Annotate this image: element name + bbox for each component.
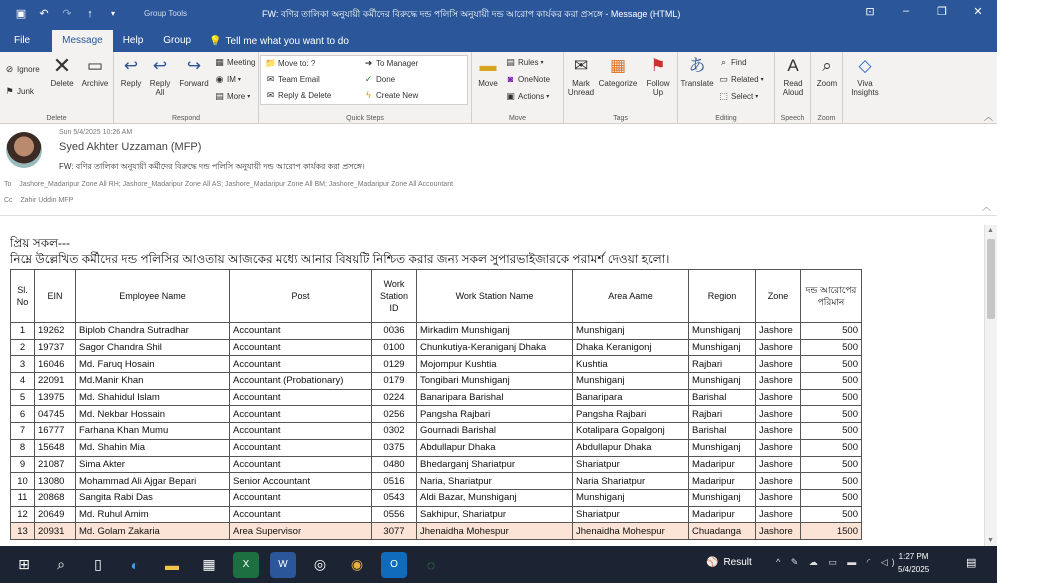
forward-button[interactable]: ↪ Forward — [179, 55, 209, 88]
table-cell: Banaripara — [573, 389, 689, 406]
table-cell: Munshiganj — [573, 323, 689, 340]
more-respond-icon: ▤ — [215, 91, 224, 101]
tell-me-box[interactable] — [209, 30, 349, 52]
table-cell: Munshiganj — [689, 489, 756, 506]
table-cell: Munshiganj — [689, 339, 756, 356]
ignore-icon: ⊘ — [5, 64, 14, 74]
table-cell: Jashore — [756, 456, 801, 473]
table-cell: Sangita Rabi Das — [76, 489, 230, 506]
table-cell: Gournadi Barishal — [417, 423, 573, 440]
quick-step-create-new[interactable]: ϟ Create New — [363, 90, 418, 100]
table-cell: 13975 — [35, 389, 76, 406]
reply-delete-icon: ✉ — [266, 90, 275, 100]
table-cell: Abdullapur Dhaka — [573, 439, 689, 456]
speech-group: A Read Aloud Speech — [775, 52, 811, 124]
table-cell: Chunkutiya-Keraniganj Dhaka — [417, 339, 573, 356]
read-aloud-icon: A — [787, 55, 799, 75]
onenote-button[interactable]: ◙ OneNote — [505, 74, 550, 84]
table-cell: Madaripur — [689, 506, 756, 523]
taskbar — [0, 546, 997, 583]
system-tray[interactable]: ^ ✎ ☁ ▭ ▬ ◜ ◁) — [776, 557, 899, 567]
table-cell: 500 — [801, 489, 862, 506]
up-arrow-icon[interactable]: ↑ — [87, 7, 93, 20]
table-cell: Accountant — [230, 456, 372, 473]
file-explorer-icon[interactable]: ▬ — [165, 556, 179, 573]
junk-button[interactable]: ⚑ Junk — [5, 86, 34, 96]
table-cell: 04745 — [35, 406, 76, 423]
table-cell: Md. Shahin Mia — [76, 439, 230, 456]
col-area-name: Area Aame — [573, 270, 689, 323]
table-cell: 500 — [801, 439, 862, 456]
table-row — [11, 523, 862, 540]
table-cell: 16046 — [35, 356, 76, 373]
table-cell: 13080 — [35, 473, 76, 490]
table-cell: Jashore — [756, 389, 801, 406]
table-cell: Accountant — [230, 489, 372, 506]
table-cell: 0302 — [372, 423, 417, 440]
archive-icon: ▭ — [86, 55, 104, 75]
close-icon[interactable]: ✕ — [973, 6, 983, 18]
quick-access-toolbar — [0, 7, 120, 20]
table-cell: 0179 — [372, 373, 417, 390]
scroll-up-icon[interactable]: ▲ — [987, 227, 994, 234]
scroll-down-icon[interactable]: ▼ — [987, 537, 994, 544]
table-cell: Md.Manir Khan — [76, 373, 230, 390]
sender-name[interactable]: Syed Akhter Uzzaman (MFP) — [59, 141, 202, 153]
col-post: Post — [230, 270, 372, 323]
quick-step-reply-delete[interactable]: ✉ Reply & Delete — [266, 90, 332, 100]
table-cell: 500 — [801, 456, 862, 473]
save-icon[interactable]: ▣ — [15, 8, 27, 20]
table-cell: 20931 — [35, 523, 76, 540]
table-cell: Munshiganj — [573, 373, 689, 390]
table-cell: Mohammad Ali Ajgar Bepari — [76, 473, 230, 490]
table-cell: Area Supervisor — [230, 523, 372, 540]
table-header-row — [11, 270, 862, 323]
table-row — [11, 323, 862, 340]
search-icon[interactable]: ⌕ — [57, 556, 65, 572]
folder-icon: ▬ — [479, 55, 497, 75]
quick-steps-group: 📁 Move to: ? ✉ Team Email ✉ Reply & Delete ➜ To Manager ✓ Done ϟ Create New Quick Steps — [259, 52, 472, 124]
intro-text: নিম্নে উল্লেখিত কর্মীদের দন্ড পলিসির আওতায় আজকের মধ্যে আনার বিষয়টি নিশ্চিত করার জন্য সকল সুপারভাইজারকে পরামর্শ দেওয়া হলো। — [10, 252, 670, 266]
table-cell: 0100 — [372, 339, 417, 356]
table-cell: Jashore — [756, 373, 801, 390]
translate-icon: あ — [688, 55, 706, 75]
tags-group: ✉ Mark Unread ▦ Categorize ⚑ Follow Up Tags — [564, 52, 678, 124]
table-cell: 20649 — [35, 506, 76, 523]
viva-icon: ◇ — [858, 55, 872, 75]
app-circle-icon[interactable]: ◎ — [313, 556, 327, 572]
lightning-icon: ϟ — [366, 90, 371, 100]
table-cell: Md. Faruq Hosain — [76, 356, 230, 373]
table-cell: Accountant — [230, 439, 372, 456]
table-cell: Mirkadim Munshiganj — [417, 323, 573, 340]
table-cell: 20868 — [35, 489, 76, 506]
table-cell: 3 — [11, 356, 35, 373]
table-cell: 500 — [801, 423, 862, 440]
table-cell: Dhaka Keranigonj — [573, 339, 689, 356]
reply-icon: ↩ — [123, 55, 139, 75]
table-cell: Md. Nekbar Hossain — [76, 406, 230, 423]
table-cell: Banaripara Barishal — [417, 389, 573, 406]
table-cell: 21087 — [35, 456, 76, 473]
table-cell: Munshiganj — [689, 439, 756, 456]
quick-step-team-email[interactable]: ✉ Team Email — [266, 74, 320, 84]
table-cell: 500 — [801, 323, 862, 340]
table-cell: Biplob Chandra Sutradhar — [76, 323, 230, 340]
table-row — [11, 439, 862, 456]
table-cell: Barishal — [689, 389, 756, 406]
table-cell: 2 — [11, 339, 35, 356]
table-cell: 5 — [11, 389, 35, 406]
table-cell: 0256 — [372, 406, 417, 423]
categorize-icon: ▦ — [609, 55, 627, 75]
greeting: প্রিয় সকল--- — [10, 236, 71, 250]
flag-icon: ⚑ — [650, 55, 666, 75]
reply-all-icon: ↩ — [152, 55, 168, 75]
table-cell: Jashore — [756, 439, 801, 456]
quick-step-to-manager[interactable]: ➜ To Manager — [364, 58, 419, 68]
table-cell: 0543 — [372, 489, 417, 506]
restore-icon[interactable]: ❐ — [937, 6, 947, 18]
excel-icon[interactable]: X — [233, 552, 259, 578]
ribbon — [0, 52, 997, 124]
chrome-icon[interactable]: ◉ — [350, 556, 364, 572]
table-row — [11, 423, 862, 440]
window-title: FW: বণির তালিকা অনুযায়ী কর্মীদের বিরুদ্ধে দন্ড পলিসি অনুযায়ী দন্ড আরোপ কার্যকর করা প্রসঙ্গে - Message (HTML) — [262, 9, 681, 19]
table-cell: Sagor Chandra Shil — [76, 339, 230, 356]
table-cell: Mojompur Kushtia — [417, 356, 573, 373]
minimize-icon[interactable]: – — [902, 5, 910, 17]
table-cell: 13 — [11, 523, 35, 540]
table-cell: Accountant — [230, 339, 372, 356]
table-row — [11, 473, 862, 490]
rules-button[interactable]: ▤ Rules ▾ — [506, 57, 544, 67]
table-cell: Jashore — [756, 506, 801, 523]
cc-line: Cc Zahir Uddin MFP — [4, 197, 74, 204]
task-view-icon[interactable]: ▯ — [94, 556, 102, 572]
table-cell: Accountant — [230, 323, 372, 340]
table-cell: Shariatpur — [573, 506, 689, 523]
tab-message[interactable]: Message — [52, 30, 113, 52]
table-cell: Sima Akter — [76, 456, 230, 473]
table-cell: 7 — [11, 423, 35, 440]
zoom-button[interactable]: ⌕ Zoom — [816, 55, 838, 88]
table-cell: Shariatpur — [573, 456, 689, 473]
outlook-icon[interactable]: O — [381, 552, 407, 578]
table-cell: Aldi Bazar, Munshiganj — [417, 489, 573, 506]
find-button[interactable]: ⌕ Find — [718, 57, 747, 68]
table-cell: 0129 — [372, 356, 417, 373]
col-penalty-amount: দন্ড আরোপের পরিমান — [801, 270, 862, 323]
blank-margin — [997, 0, 1037, 546]
table-cell: Jashore — [756, 406, 801, 423]
table-cell: Chuadanga — [689, 523, 756, 540]
editing-group: あ Translate ⌕ Find ▭ Related ▾ ⬚ Select ▾ Editing — [678, 52, 775, 124]
table-cell: Jashore — [756, 489, 801, 506]
table-cell: Madaripur — [689, 473, 756, 490]
table-cell: Kotalipara Gopalgonj — [573, 423, 689, 440]
window-controls — [863, 5, 985, 18]
table-row — [11, 406, 862, 423]
table-cell: Jhenaidha Mohespur — [573, 523, 689, 540]
table-cell: Farhana Khan Mumu — [76, 423, 230, 440]
table-cell: Md. Golam Zakaria — [76, 523, 230, 540]
table-cell: 0556 — [372, 506, 417, 523]
employee-table — [10, 269, 862, 540]
table-cell: Accountant (Probationary) — [230, 373, 372, 390]
table-cell: Md. Shahidul Islam — [76, 389, 230, 406]
move-button[interactable]: ▬ Move — [478, 55, 498, 88]
to-recipients[interactable]: Jashore_Madaripur Zone All RH; Jashore_Madaripur Zone All AS; Jashore_Madaripur Zone All BM; Jashore_Madaripur Zone All Accountant — [19, 181, 454, 188]
magnifier-icon: ⌕ — [822, 55, 832, 75]
table-cell: Bhedarganj Shariatpur — [417, 456, 573, 473]
ignore-button[interactable]: ⊘ Ignore — [5, 64, 40, 74]
lightbulb-icon: 💡 — [209, 35, 222, 47]
word-icon[interactable]: W — [270, 552, 296, 578]
table-cell: Tongibari Munshiganj — [417, 373, 573, 390]
title-bar — [0, 0, 997, 27]
table-cell: Jhenaidha Mohespur — [417, 523, 573, 540]
undo-icon[interactable]: ↶ — [39, 8, 49, 20]
col-ein: EIN — [35, 270, 76, 323]
mark-unread-button[interactable]: ✉ Mark Unread — [567, 55, 595, 97]
cc-recipients[interactable]: Zahir Uddin MFP — [20, 197, 74, 204]
table-cell: Munshiganj — [689, 373, 756, 390]
select-icon: ⬚ — [719, 91, 728, 101]
col-work-station-name: Work Station Name — [417, 270, 573, 323]
table-cell: 500 — [801, 473, 862, 490]
read-aloud-button[interactable]: A Read Aloud — [782, 55, 804, 97]
table-cell: Jashore — [756, 473, 801, 490]
table-cell: Jashore — [756, 356, 801, 373]
table-cell: Rajbari — [689, 406, 756, 423]
col-zone: Zone — [756, 270, 801, 323]
im-icon: ◉ — [215, 74, 224, 84]
onenote-icon: ◙ — [507, 74, 514, 84]
table-cell: Md. Ruhul Amim — [76, 506, 230, 523]
table-row — [11, 339, 862, 356]
table-cell: Naria, Shariatpur — [417, 473, 573, 490]
whatsapp-icon[interactable]: ◌ — [426, 556, 436, 573]
tell-me-text: Tell me what you want to do — [225, 35, 349, 47]
table-cell: 3077 — [372, 523, 417, 540]
to-line: To Jashore_Madaripur Zone All RH; Jashore_Madaripur Zone All AS; Jashore_Madaripur Zone All BM; Jashore_Madaripur Zone All Accountant — [4, 181, 454, 188]
table-cell: 15648 — [35, 439, 76, 456]
table-cell: Accountant — [230, 423, 372, 440]
clock-time: 1:27 PM — [898, 552, 929, 561]
sender-avatar — [6, 132, 42, 168]
table-cell: Senior Accountant — [230, 473, 372, 490]
im-button[interactable]: ◉ IM ▾ — [215, 74, 241, 84]
table-cell: Pangsha Rajbari — [573, 406, 689, 423]
sent-date: Sun 5/4/2025 10:26 AM — [59, 129, 133, 136]
rules-icon: ▤ — [506, 57, 515, 67]
table-row — [11, 356, 862, 373]
ribbon-tabs — [0, 27, 997, 52]
table-cell: Accountant — [230, 389, 372, 406]
table-cell: Barishal — [689, 423, 756, 440]
archive-button[interactable]: ▭ Archive — [81, 55, 109, 88]
table-cell: Sakhipur, Shariatpur — [417, 506, 573, 523]
table-cell: 19262 — [35, 323, 76, 340]
body-scrollbar[interactable] — [984, 225, 997, 546]
table-cell: Abdullapur Dhaka — [417, 439, 573, 456]
clock[interactable] — [898, 550, 929, 576]
table-cell: 0036 — [372, 323, 417, 340]
select-button[interactable]: ⬚ Select ▾ — [719, 91, 759, 101]
move-group: ▬ Move ▤ Rules ▾ ◙ OneNote ▣ Actions ▾ Move — [472, 52, 564, 124]
forward-icon: ↪ — [186, 55, 202, 75]
envelope-icon: ✉ — [573, 55, 589, 75]
table-cell: Pangsha Rajbari — [417, 406, 573, 423]
windows-start-icon[interactable]: ⊞ — [18, 556, 30, 572]
table-cell: Munshiganj — [573, 489, 689, 506]
expand-header-icon[interactable]: ︿ — [981, 202, 991, 212]
table-cell: Accountant — [230, 506, 372, 523]
table-cell: 9 — [11, 456, 35, 473]
table-cell: Jashore — [756, 339, 801, 356]
table-row — [11, 506, 862, 523]
ribbon-display-icon[interactable]: ⊡ — [865, 6, 875, 18]
col-work-station-id: Work Station ID — [372, 270, 417, 323]
redo-icon[interactable]: ↷ — [62, 8, 72, 20]
table-cell: 12 — [11, 506, 35, 523]
reply-button[interactable]: ↩ Reply — [120, 55, 142, 88]
delete-group: ⊘ Ignore ⚑ Junk ✕ Delete ▭ Archive Delete — [0, 52, 114, 124]
table-cell: 6 — [11, 406, 35, 423]
table-cell: Munshiganj — [689, 323, 756, 340]
table-cell: Accountant — [230, 406, 372, 423]
table-body — [11, 323, 862, 540]
delete-x-icon: ✕ — [52, 52, 72, 78]
table-cell: 4 — [11, 373, 35, 390]
table-cell: 500 — [801, 506, 862, 523]
actions-icon: ▣ — [506, 91, 515, 101]
edge-icon[interactable]: ◐ — [130, 556, 140, 573]
table-cell: 1500 — [801, 523, 862, 540]
col-sl: Sl. No — [11, 270, 35, 323]
table-cell: Jashore — [756, 523, 801, 540]
check-icon: ✓ — [364, 74, 373, 84]
table-cell: 16777 — [35, 423, 76, 440]
related-icon: ▭ — [719, 74, 728, 84]
table-row — [11, 456, 862, 473]
quick-step-done[interactable]: ✓ Done — [364, 74, 396, 84]
table-cell: 22091 — [35, 373, 76, 390]
more-icon[interactable]: ▾ — [110, 9, 115, 18]
notification-icon[interactable]: ▤ — [966, 557, 977, 569]
result-widget[interactable]: ⚾ Result — [706, 557, 752, 568]
table-cell: 500 — [801, 389, 862, 406]
translate-button[interactable]: あ Translate — [680, 55, 714, 88]
table-cell: 10 — [11, 473, 35, 490]
table-cell: 0375 — [372, 439, 417, 456]
table-cell: 500 — [801, 339, 862, 356]
table-cell: Accountant — [230, 356, 372, 373]
zoom-group: ⌕ Zoom Zoom — [811, 52, 843, 124]
table-cell: Rajbari — [689, 356, 756, 373]
table-cell: 0224 — [372, 389, 417, 406]
quick-step-move-to[interactable]: 📁 Move to: ? — [265, 58, 316, 68]
table-row — [11, 489, 862, 506]
col-region: Region — [689, 270, 756, 323]
clock-date: 5/4/2025 — [898, 565, 930, 574]
col-employee-name: Employee Name — [76, 270, 230, 323]
to-manager-icon: ➜ — [364, 58, 373, 68]
table-cell: Madaripur — [689, 456, 756, 473]
table-cell: 500 — [801, 356, 862, 373]
message-header — [0, 124, 997, 216]
viva-insights-button[interactable]: ◇ Viva Insights — [851, 55, 879, 97]
related-button[interactable]: ▭ Related ▾ — [719, 74, 764, 84]
tab-group[interactable]: Group — [163, 35, 192, 46]
move-to-icon: 📁 — [265, 58, 277, 68]
table-cell: 8 — [11, 439, 35, 456]
message-subject: FW: বণির তালিকা অনুযায়ী কর্মীদের বিরুদ্ধে দন্ড পলিসি অনুযায়ী দন্ড আরোপ কার্যকর করা প্রসঙ্গে। — [59, 162, 365, 171]
team-email-icon: ✉ — [266, 74, 275, 84]
junk-icon: ⚑ — [5, 86, 14, 96]
table-cell: Kushtia — [573, 356, 689, 373]
table-cell: 500 — [801, 373, 862, 390]
reply-all-button[interactable]: ↩ Reply All — [149, 55, 171, 97]
table-row — [11, 389, 862, 406]
calendar-icon: ▦ — [215, 57, 224, 67]
table-row — [11, 373, 862, 390]
store-icon[interactable]: ▦ — [202, 556, 216, 572]
message-body — [0, 225, 984, 546]
meeting-button[interactable]: ▦ Meeting — [215, 57, 256, 67]
table-cell: Jashore — [756, 423, 801, 440]
follow-up-button[interactable]: ⚑ Follow Up — [646, 55, 670, 97]
table-cell: Jashore — [756, 323, 801, 340]
viva-group — [843, 52, 887, 124]
result-icon: ⚾ — [706, 557, 719, 568]
collapse-ribbon-icon[interactable]: ︿ — [984, 112, 994, 122]
respond-group: ↩ Reply ↩ Reply All ↪ Forward ▦ Meeting ◉ IM ▾ ▤ More ▾ Respond — [114, 52, 259, 124]
table-cell: Naria Shariatpur — [573, 473, 689, 490]
table-cell: 0480 — [372, 456, 417, 473]
delete-button[interactable]: ✕ Delete — [50, 52, 74, 88]
scroll-thumb[interactable] — [987, 239, 995, 319]
more-respond-button[interactable]: ▤ More ▾ — [215, 91, 251, 101]
table-cell: 1 — [11, 323, 35, 340]
actions-button[interactable]: ▣ Actions ▾ — [506, 91, 550, 101]
categorize-button[interactable]: ▦ Categorize — [598, 55, 638, 88]
table-cell: 19737 — [35, 339, 76, 356]
table-cell: 11 — [11, 489, 35, 506]
tab-file[interactable]: File — [14, 35, 31, 46]
find-icon: ⌕ — [720, 57, 727, 67]
table-cell: 500 — [801, 406, 862, 423]
table-cell: 0516 — [372, 473, 417, 490]
tab-help[interactable]: Help — [122, 35, 144, 46]
context-tab-label: Group Tools — [144, 9, 187, 18]
